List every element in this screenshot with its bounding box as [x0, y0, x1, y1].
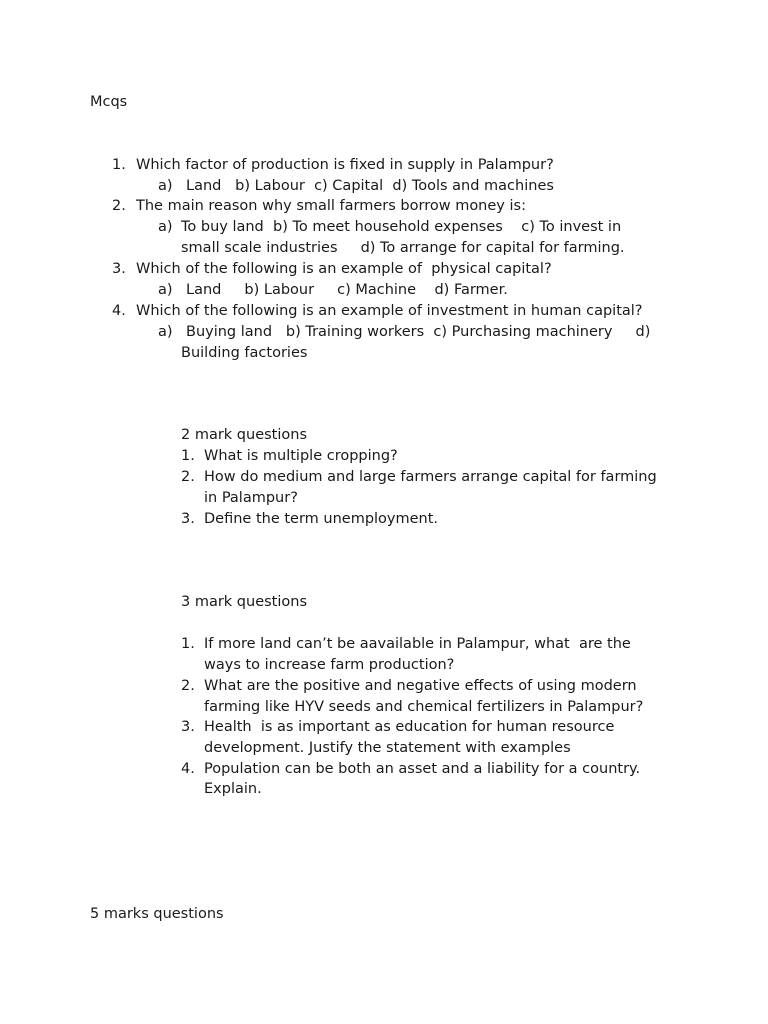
mcq-option-label: a): [158, 282, 173, 298]
question-text: Health is as important as education for human resource: [204, 719, 615, 735]
mcqs-heading: Mcqs: [90, 94, 128, 110]
mcq-number: 2.: [112, 198, 126, 214]
mcq-options: Land b) Labour c) Machine d) Farmer.: [186, 282, 508, 298]
mcq-options-continued: Building factories: [181, 345, 308, 361]
mcq-question: Which of the following is an example of investment in human capital?: [136, 303, 643, 319]
mcq-option-label: a): [158, 324, 173, 340]
mcq-number: 1.: [112, 157, 126, 173]
question-text-continued: in Palampur?: [204, 490, 298, 506]
mcq-options-continued: small scale industries d) To arrange for capital for farming.: [181, 240, 625, 256]
question-number: 1.: [181, 636, 195, 652]
question-text-continued: Explain.: [204, 781, 262, 797]
question-text-continued: development. Justify the statement with examples: [204, 740, 571, 756]
question-text: How do medium and large farmers arrange capital for farming: [204, 469, 657, 485]
question-number: 1.: [181, 448, 195, 464]
mcq-option-label: a): [158, 219, 173, 235]
mcq-number: 3.: [112, 261, 126, 277]
question-number: 2.: [181, 678, 195, 694]
question-number: 2.: [181, 469, 195, 485]
question-text: What are the positive and negative effects of using modern: [204, 678, 637, 694]
question-text: Define the term unemployment.: [204, 511, 439, 527]
mcq-number: 4.: [112, 303, 126, 319]
question-text: If more land can’t be aavailable in Palampur, what are the: [204, 636, 631, 652]
two-mark-heading: 2 mark questions: [181, 427, 308, 443]
mcq-question: Which factor of production is fixed in supply in Palampur?: [136, 157, 554, 173]
five-mark-heading: 5 marks questions: [90, 906, 224, 922]
mcq-options: To buy land b) To meet household expenses c) To invest in: [181, 219, 622, 235]
question-number: 3.: [181, 719, 195, 735]
mcq-options: Buying land b) Training workers c) Purchasing machinery d): [186, 324, 651, 340]
mcq-question: The main reason why small farmers borrow money is:: [136, 198, 526, 214]
question-text: What is multiple cropping?: [204, 448, 398, 464]
question-number: 4.: [181, 761, 195, 777]
question-number: 3.: [181, 511, 195, 527]
question-text: Population can be both an asset and a liability for a country.: [204, 761, 641, 777]
question-text-continued: ways to increase farm production?: [204, 657, 455, 673]
three-mark-heading: 3 mark questions: [181, 594, 308, 610]
mcq-question: Which of the following is an example of physical capital?: [136, 261, 552, 277]
question-text-continued: farming like HYV seeds and chemical fertilizers in Palampur?: [204, 699, 644, 715]
mcq-option-label: a): [158, 178, 173, 194]
mcq-options: Land b) Labour c) Capital d) Tools and machines: [186, 178, 554, 194]
